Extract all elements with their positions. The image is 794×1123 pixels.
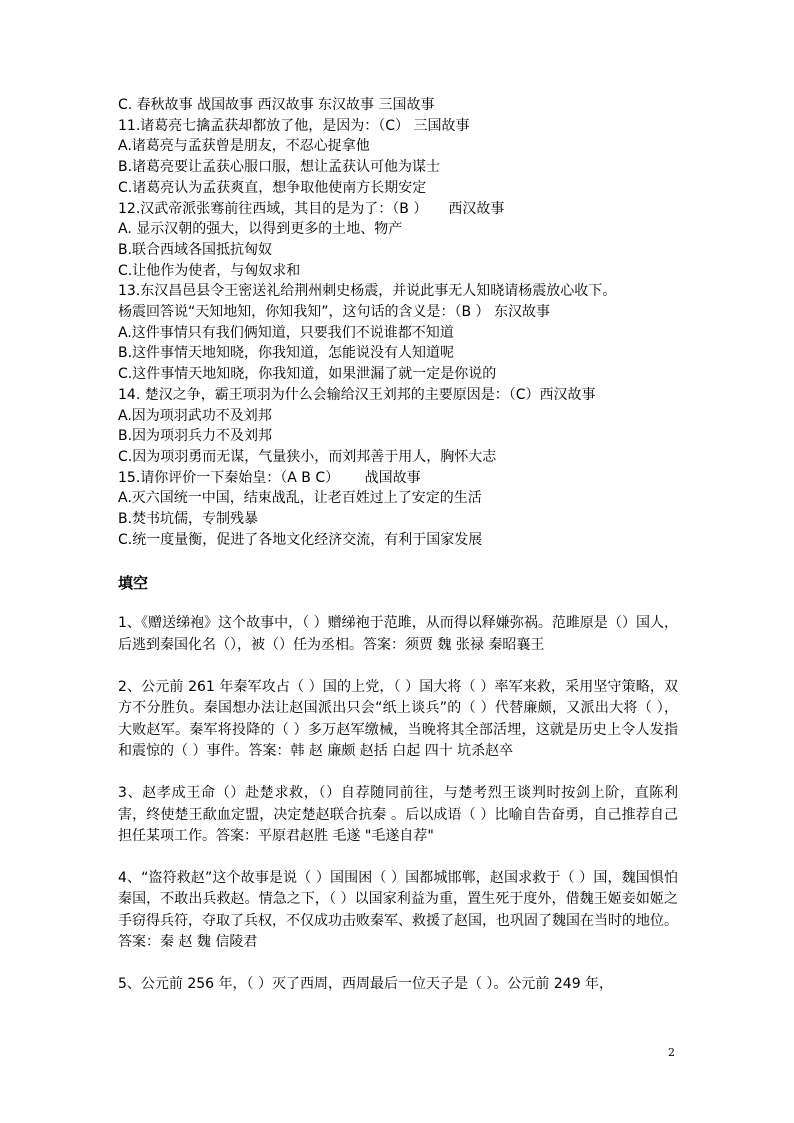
fill-question-paragraph: 5、公元前 256 年，（ ）灭了西周，西周最后一位天子是（ ）。公元前 249 年， [118, 976, 614, 993]
fill-questions [118, 613, 678, 995]
fill-question-paragraph: 4、“盗符救赵”这个故事是说（ ）国围困（ ）国都城邯郸，赵国求救于（ ）国，魏国惧怕秦国，不敢出兵救赵。情急之下，（ ）以国家利益为重，置生死于度外，借魏王姬妾如姬之手窃得兵符，夺取了兵权，不仅成功击败秦军、救援了赵国，也巩固了魏国在当时的地位。答案：秦 赵 魏 信陵君 [118, 870, 678, 951]
question-line: 11.诸葛亮七擒孟获却都放了他，是因为：（C） 三国故事 [118, 117, 470, 134]
question-line: C.统一度量衡，促进了各地文化经济交流，有利于国家发展 [118, 531, 483, 548]
document-body [118, 95, 678, 996]
fill-question-paragraph: 2、公元前 261 年秦军攻占（ ）国的上党，（ ）国大将（ ）率军来救，采用坚守策略，双方不分胜负。秦国想办法让赵国派出只会“纸上谈兵”的（ ）代替廉颇，又派出大将（ ），大败赵军。秦军将投降的（ ）多万赵军缴械，当晚将其全部活埋，这就是历史上令人发指和震惊的（ ）事件。答案：韩 赵 廉颇 赵括 白起 四十 坑杀赵卒 [118, 679, 678, 759]
question-line: A.因为项羽武功不及刘邦 [118, 407, 272, 424]
question-line: B.这件事情天地知晓，你我知道，怎能说没有人知道呢 [118, 345, 455, 362]
question-line: B.焚书坑儒，专制残暴 [118, 511, 259, 528]
question-line: 杨震回答说“天知地知，你知我知”，这句话的含义是：（B ） 东汉故事 [118, 304, 551, 321]
fill-question-paragraph: 3、赵孝成王命（）赴楚求救，（）自荐随同前往，与楚考烈王谈判时按剑上阶，直陈利害，终使楚王歃血定盟，决定楚赵联合抗秦 。后以成语（ ）比喻自告奋勇，自己推荐自己担任某项工作。答案：平原君赵胜 毛遂 "毛遂自荐" [118, 785, 678, 844]
question-line: 13.东汉昌邑县令王密送礼给荆州刺史杨震，并说此事无人知晓请杨震放心收下。 [118, 283, 617, 300]
question-line: A.诸葛亮与孟获曾是朋友，不忍心捉拿他 [118, 138, 370, 155]
question-line: 12.汉武帝派张骞前往西域，其目的是为了：（B ） 西汉故事 [118, 200, 505, 217]
question-line: B.因为项羽兵力不及刘邦 [118, 428, 273, 445]
fill-question-paragraph: 1、《赠送绨袍》这个故事中，（ ）赠绨袍于范雎，从而得以释嫌弥祸。范雎原是（）国人，后逃到秦国化名（），被（）任为丞相。答案：须贾 魏 张禄 秦昭襄王 [118, 615, 678, 653]
page-number: 2 [668, 1046, 675, 1059]
question-line: B.诸葛亮要让孟获心服口服，想让孟获认可他为谋士 [118, 159, 441, 176]
section-heading: 填空 [118, 574, 149, 593]
question-line: A. 显示汉朝的强大，以得到更多的土地、物产 [118, 221, 403, 238]
question-line: 14. 楚汉之争，霸王项羽为什么会输给汉王刘邦的主要原因是：（C）西汉故事 [118, 386, 596, 403]
question-line: A.灭六国统一中国，结束战乱，让老百姓过上了安定的生活 [118, 490, 482, 507]
question-line: C. 春秋故事 战国故事 西汉故事 东汉故事 三国故事 [118, 97, 435, 113]
question-line: A.这件事情只有我们俩知道，只要我们不说谁都不知道 [118, 324, 454, 341]
question-line: C.让他作为使者，与匈奴求和 [118, 262, 301, 279]
question-line: C.这件事情天地知晓，你我知道，如果泄漏了就一定是你说的 [118, 366, 497, 383]
question-line: B.联合西域各国抵抗匈奴 [118, 241, 273, 258]
question-line: C.诸葛亮认为孟获爽直，想争取他使南方长期安定 [118, 179, 427, 196]
question-line: 15.请你评价一下秦始皇：（A B C） 战国故事 [118, 469, 421, 486]
choice-questions [118, 95, 678, 550]
question-line: C.因为项羽勇而无谋，气量狭小，而刘邦善于用人，胸怀大志 [118, 448, 497, 465]
